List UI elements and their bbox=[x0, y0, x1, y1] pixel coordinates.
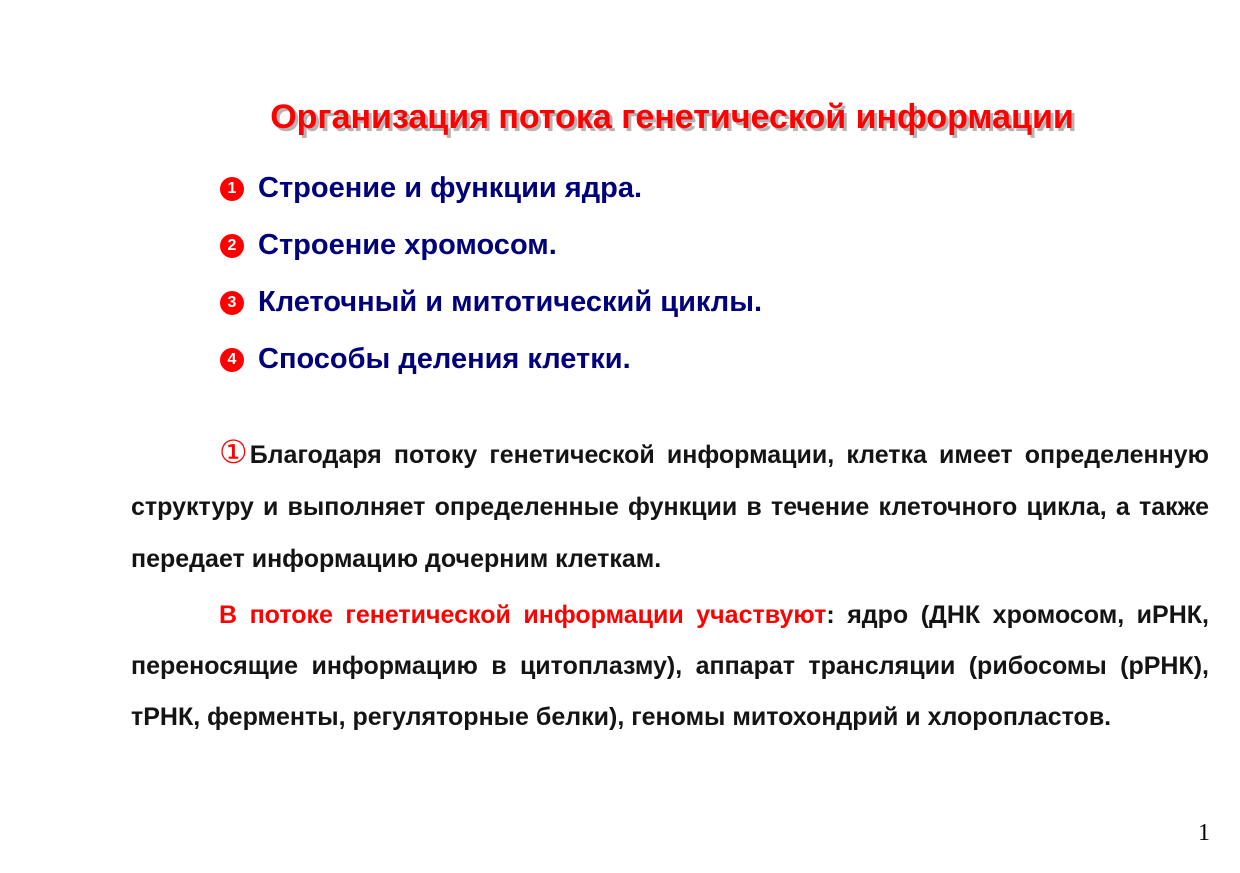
number-2-badge-icon: 2 bbox=[220, 234, 244, 258]
topic-item bbox=[220, 160, 762, 217]
number-4-badge-icon: 4 bbox=[220, 348, 244, 372]
intro-paragraph bbox=[131, 429, 1209, 585]
topic-label: Строение и функции ядра. bbox=[258, 172, 643, 204]
participants-paragraph bbox=[131, 590, 1209, 743]
circled-one-icon: ① bbox=[219, 434, 248, 470]
participants-paragraph-text: : ядро (ДНК хромосом, иРНК, переносящие информацию в цитоплазму), аппарат трансляции (рибосомы (рРНК), тРНК, ферменты, регуляторные белки), геномы митохондрий и хлоропластов. bbox=[131, 601, 1209, 731]
topic-label: Строение хромосом. bbox=[258, 229, 557, 261]
topic-item bbox=[220, 217, 762, 274]
topic-item bbox=[220, 274, 762, 331]
number-1-badge-icon: 1 bbox=[220, 177, 244, 201]
topic-item bbox=[220, 331, 762, 388]
topic-label: Способы деления клетки. bbox=[258, 343, 631, 375]
topic-list bbox=[220, 160, 762, 388]
page-number: 1 bbox=[1198, 820, 1210, 846]
topic-label: Клеточный и митотический циклы. bbox=[258, 286, 763, 318]
number-3-badge-icon: 3 bbox=[220, 291, 244, 315]
participants-highlight: В потоке генетической информации участвуют bbox=[219, 601, 827, 629]
intro-paragraph-text: Благодаря потоку генетической информации, клетка имеет определенную структуру и выполняет определенные функции в течение клеточного цикла, а также передает информацию дочерним клеткам. bbox=[131, 441, 1209, 573]
slide-title: Организация потока генетической информации bbox=[270, 98, 1074, 136]
